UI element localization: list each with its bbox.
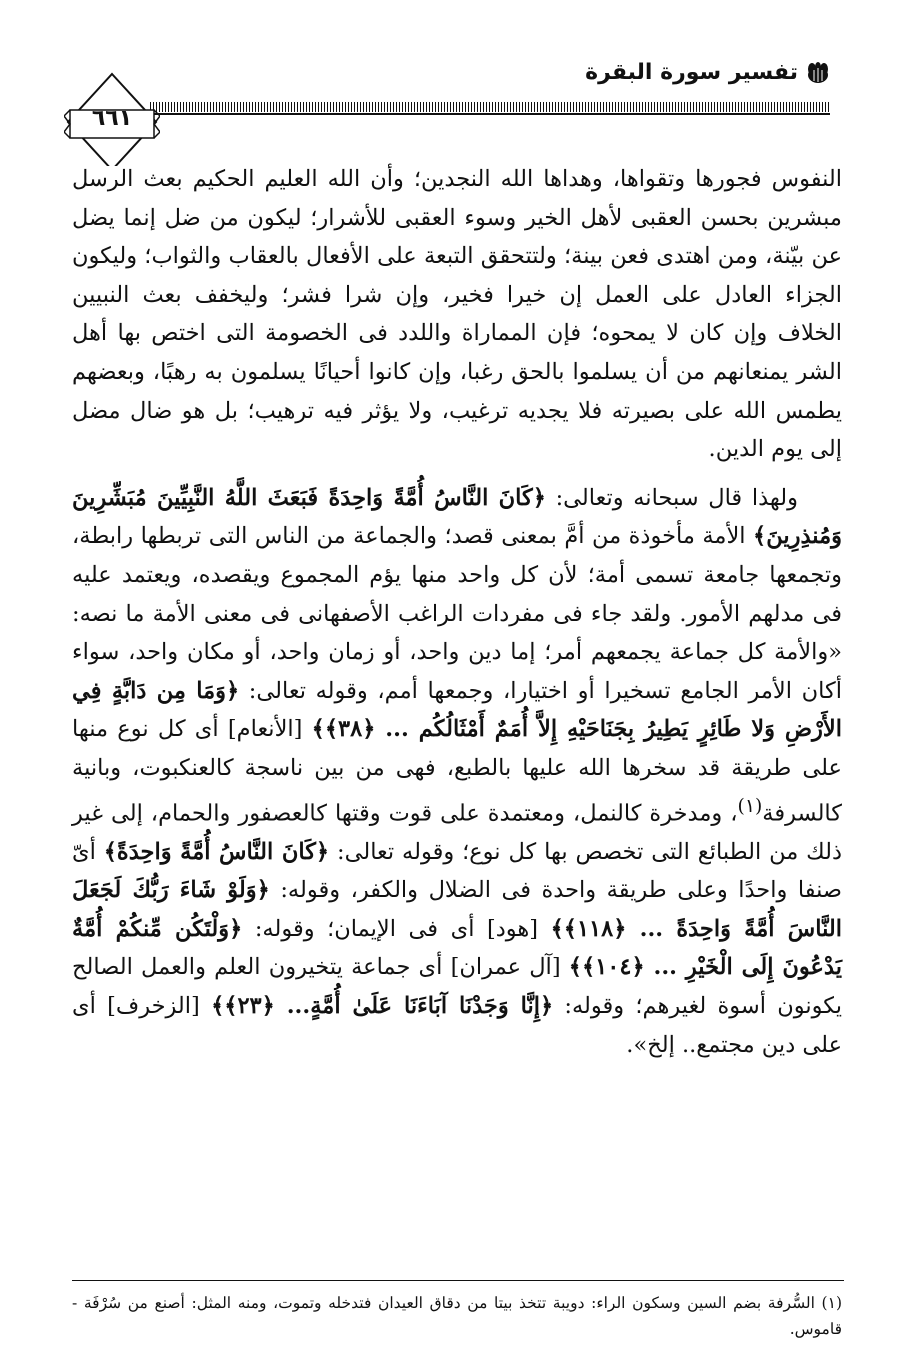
text-run: [آل عمران] أى جماعة يتخيرون العلم والعمل الصالح يكونون أسوة لغيرهم؛ وقوله:: [72, 954, 842, 1019]
page-header: [70, 52, 850, 162]
footnote-divider: [72, 1280, 844, 1281]
text-run: ولهذا قال سبحانه وتعالى:: [545, 484, 798, 511]
quran-verse: ﴿وَلْتَكُن مِّنكُمْ أُمَّةٌ يَدْعُونَ إِلَى الْخَيْرِ ... ﴿١٠٤﴾﴾: [72, 915, 842, 981]
text-run: الأمة مأخوذة من أمَّ بمعنى قصد؛ والجماعة من الناس التى تربطها رابطة، وتجمعها جامعة تسمى أمة؛ لأن كل واحد منها يؤم المجموع ويقصده، ويعتمد عليه فى مدلهم الأمور. ولقد جاء فى مفردات الراغب الأصفهانى فى معنى الأمة ما نصه: «والأمة كل جماعة يجمعهم أمر؛ إما دين واحد، أو زمان واحد، أو مكان واحد، سواء أكان الأمر الجامع تسخيرا أو اختيارا، وجمعها أمم، وقوله تعالى:: [72, 523, 842, 704]
main-text: [72, 160, 842, 1064]
text-run: أىّ صنفا واحدًا وعلى طريقة واحدة فى الضلال والكفر، وقوله:: [72, 838, 842, 904]
quran-verse: ﴿وَمَا مِن دَابَّةٍ فِي الأَرْضِ وَلا طَائِرٍ يَطِيرُ بِجَنَاحَيْهِ إِلاَّ أُمَمٌ أَمْثَالُكُم ... ﴿٣٨﴾﴾: [72, 677, 842, 743]
text-run: ، ومدخرة كالنمل، ومعتمدة على قوت وقتها كالعصفور والحمام، إلى غير ذلك من الطبائع التى تخصص بها كل نوع؛ وقوله تعالى:: [72, 800, 842, 865]
paragraph-2: [72, 479, 842, 1064]
text-run: [الأنعام] أى كل نوع منها على طريقة قد سخرها الله عليها بالطبع، فهى من بين ناسجة كالعنكبوت، وبانية كالسرفة: [72, 716, 842, 826]
paragraph-1: النفوس فجورها وتقواها، وهداها الله النجدين؛ وأن الله العليم الحكيم بعث الرسل مبشرين بحسن العقبى لأهل الخير وسوء العقبى للأشرار؛ ليكون من ضل إنما يضل عن بيّنة، ومن اهتدى فعن بينة؛ ولتتحقق التبعة على الأفعال بالعقاب والثواب؛ وليكون الجزاء العادل على العمل إن خيرا فخير، وإن شرا فشر؛ وليخفف بعث النبيين الخلاف وإن كان لا يمحوه؛ فإن المماراة واللدد فى الخصومة التى اختص بها أهل الشر يمنعانهم من أن يسلموا بالحق رغبا، وإن كانوا أحيانًا يسلمون به رهبًا، وبعضهم يطمس الله على بصيرته فلا يجديه ترغيب، ولا يؤثر فيه ترهيب؛ بل هو ضال مضل إلى يوم الدين.: [72, 166, 843, 463]
page-number: ٦٦١: [91, 106, 133, 131]
quran-verse: ﴿كَانَ النَّاسُ أُمَّةً وَاحِدَةً فَبَعَثَ اللَّهُ النَّبِيِّينَ مُبَشِّرِينَ وَمُنذِرِينَ﴾: [72, 484, 842, 550]
text-run: [الزخرف] أى على دين مجتمع.. إلخ».: [72, 992, 842, 1058]
surah-title-text: تفسير سورة البقرة: [585, 60, 798, 85]
page-number-badge: [64, 70, 160, 166]
flower-ornament-icon: [806, 62, 830, 84]
footnote: (١) السُّرفة بضم السين وسكون الراء: دويبة تتخذ بيتا من دقاق العيدان فتدخله وتموت، ومنه المثل: أصنع من سُرْفَة - قاموس.: [72, 1294, 842, 1338]
quran-verse: ﴿كَانَ النَّاسُ أُمَّةً وَاحِدَةً﴾: [103, 838, 330, 865]
running-header-title: [585, 60, 830, 85]
text-run: [هود] أى فى الإيمان؛ وقوله:: [242, 915, 551, 942]
header-rule: [150, 102, 830, 112]
quran-verse: ﴿وَلَوْ شَاءَ رَبُّكَ لَجَعَلَ النَّاسَ أُمَّةً وَاحِدَةً ... ﴿١١٨﴾﴾: [72, 877, 842, 942]
quran-verse: ﴿إِنَّا وَجَدْنَا آبَاءَنَا عَلَىٰ أُمَّةٍ... ﴿٢٣﴾﴾: [211, 992, 554, 1019]
footnote-reference[interactable]: (١): [737, 795, 763, 817]
